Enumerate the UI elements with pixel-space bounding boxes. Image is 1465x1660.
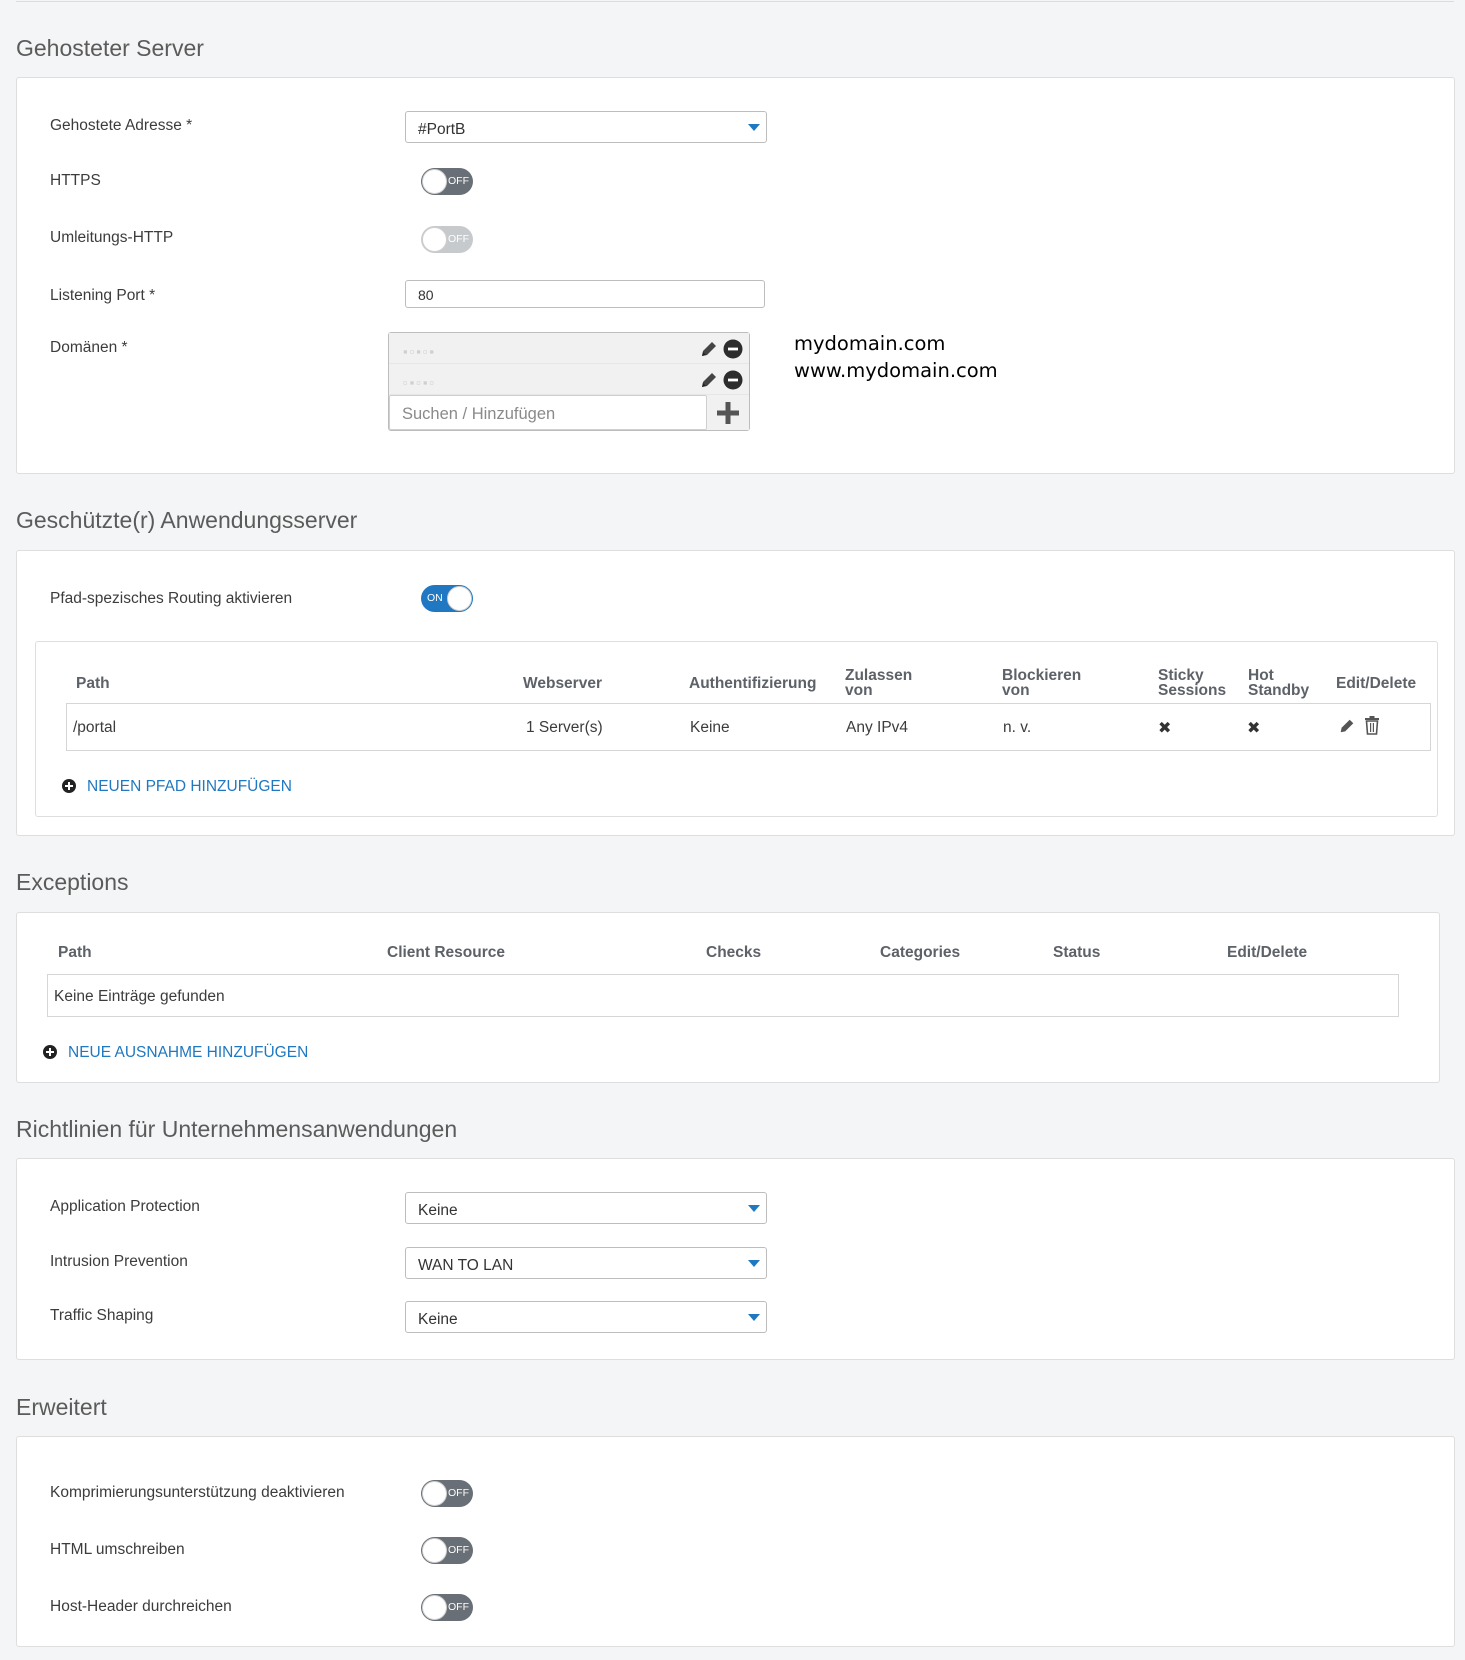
toggle-knob	[422, 1481, 447, 1506]
domain-item	[389, 333, 749, 364]
protected-servers-panel	[16, 550, 1455, 836]
toggle-knob	[422, 1538, 447, 1563]
intrusion-prevention-select[interactable]	[405, 1247, 767, 1279]
hot-standby-off-icon: ✖	[1247, 720, 1261, 737]
traffic-shaping-select[interactable]	[405, 1301, 767, 1333]
domains-list	[388, 332, 750, 431]
redirect-http-label: Umleitungs-HTTP	[50, 229, 174, 246]
toggle-state-text: OFF	[448, 1544, 469, 1556]
add-exception-label: NEUE AUSNAHME HINZUFÜGEN	[68, 1044, 309, 1061]
cell-allow: Any IPv4	[846, 719, 909, 736]
app-protection-value: Keine	[418, 1202, 458, 1219]
chevron-down-icon	[748, 1314, 760, 1321]
chevron-down-icon	[748, 1205, 760, 1212]
policies-panel	[16, 1158, 1455, 1360]
path-routing-toggle[interactable]	[421, 585, 473, 612]
redirect-http-toggle[interactable]	[421, 226, 473, 253]
empty-row	[47, 974, 1399, 1017]
traffic-shaping-label: Traffic Shaping	[50, 1307, 154, 1324]
listening-port-input[interactable]: 80	[405, 280, 765, 308]
domain-note-1: mydomain.com	[794, 332, 946, 355]
cell-path: /portal	[73, 719, 117, 736]
col-header-webserver: Webserver	[523, 675, 602, 692]
hosted-address-label: Gehostete Adresse *	[50, 117, 193, 134]
plus-circle-icon	[62, 779, 76, 793]
app-protection-label: Application Protection	[50, 1198, 200, 1215]
add-domain-button[interactable]	[707, 395, 749, 430]
cell-webserver: 1 Server(s)	[526, 719, 603, 736]
plus-icon	[715, 400, 741, 426]
host-header-label: Host-Header durchreichen	[50, 1598, 232, 1615]
hosted-address-select[interactable]	[405, 111, 767, 143]
add-path-label: NEUEN PFAD HINZUFÜGEN	[87, 778, 292, 795]
exceptions-panel	[16, 912, 1440, 1083]
compression-toggle[interactable]	[421, 1480, 473, 1507]
toggle-state-text: OFF	[448, 233, 469, 245]
html-rewrite-label: HTML umschreiben	[50, 1541, 185, 1558]
domain-search-input[interactable]: Suchen / Hinzufügen	[389, 395, 707, 430]
toggle-knob	[447, 586, 472, 611]
traffic-shaping-value: Keine	[418, 1311, 458, 1328]
hosted-address-value: #PortB	[418, 121, 466, 138]
col-header-auth: Authentifizierung	[689, 675, 817, 692]
html-rewrite-toggle[interactable]	[421, 1537, 473, 1564]
https-toggle[interactable]	[421, 168, 473, 195]
add-path-button[interactable]	[87, 778, 292, 796]
redacted-domain-text: ▪▫▪▫▪	[403, 344, 437, 359]
col-header-path: Path	[58, 944, 92, 961]
col-header-categories: Categories	[880, 944, 961, 961]
toggle-knob	[422, 169, 447, 194]
host-header-toggle[interactable]	[421, 1594, 473, 1621]
top-divider	[16, 0, 1454, 2]
toggle-state-text: OFF	[448, 1487, 469, 1499]
advanced-panel	[16, 1436, 1455, 1647]
intrusion-prevention-label: Intrusion Prevention	[50, 1253, 188, 1270]
cell-auth: Keine	[690, 719, 730, 736]
chevron-down-icon	[748, 124, 760, 131]
col-header-edit-delete: Edit/Delete	[1336, 675, 1417, 692]
col-header-sticky: Sticky Sessions	[1158, 667, 1227, 699]
section-title-advanced: Erweitert	[16, 1394, 107, 1420]
add-exception-button[interactable]	[68, 1044, 308, 1062]
pencil-icon[interactable]	[699, 339, 719, 359]
domain-note-2: www.mydomain.com	[794, 359, 998, 382]
toggle-knob	[422, 227, 447, 252]
path-routing-label: Pfad-spezisches Routing aktivieren	[50, 590, 293, 607]
toggle-state-text: OFF	[448, 175, 469, 187]
app-protection-select[interactable]	[405, 1192, 767, 1224]
toggle-knob	[422, 1595, 447, 1620]
plus-circle-icon	[43, 1045, 57, 1059]
domains-label: Domänen *	[50, 339, 128, 356]
col-header-block: Blockieren von	[1002, 667, 1082, 699]
empty-message: Keine Einträge gefunden	[54, 988, 225, 1005]
remove-icon[interactable]	[723, 370, 743, 390]
col-header-status: Status	[1053, 944, 1101, 961]
sticky-sessions-off-icon: ✖	[1158, 720, 1172, 737]
section-title-policies: Richtlinien für Unternehmensanwendungen	[16, 1116, 458, 1142]
chevron-down-icon	[748, 1260, 760, 1267]
toggle-state-text: ON	[427, 592, 443, 604]
col-header-checks: Checks	[706, 944, 762, 961]
pencil-icon[interactable]	[699, 370, 719, 390]
intrusion-prevention-value: WAN TO LAN	[418, 1257, 514, 1274]
col-header-edit-delete: Edit/Delete	[1227, 944, 1308, 961]
https-label: HTTPS	[50, 172, 101, 189]
section-title-exceptions: Exceptions	[16, 869, 129, 895]
redacted-domain-text: ▫▪▫▪▫	[403, 375, 437, 390]
compression-label: Komprimierungsunterstützung deaktivieren	[50, 1484, 345, 1501]
trash-icon[interactable]	[1364, 716, 1380, 735]
domain-item	[389, 364, 749, 395]
remove-icon[interactable]	[723, 339, 743, 359]
path-routing-table	[35, 641, 1438, 817]
pencil-icon[interactable]	[1338, 717, 1356, 735]
col-header-hot-standby: Hot Standby	[1248, 667, 1310, 699]
toggle-state-text: OFF	[448, 1601, 469, 1613]
listening-port-label: Listening Port *	[50, 287, 156, 304]
col-header-path: Path	[76, 675, 110, 692]
section-title-protected-servers: Geschützte(r) Anwendungsserver	[16, 507, 358, 533]
cell-block: n. v.	[1003, 719, 1032, 736]
section-title-hosted-server: Gehosteter Server	[16, 35, 204, 61]
col-header-client-resource: Client Resource	[387, 944, 506, 961]
col-header-allow: Zulassen von	[845, 667, 913, 699]
table-row	[66, 703, 1431, 751]
